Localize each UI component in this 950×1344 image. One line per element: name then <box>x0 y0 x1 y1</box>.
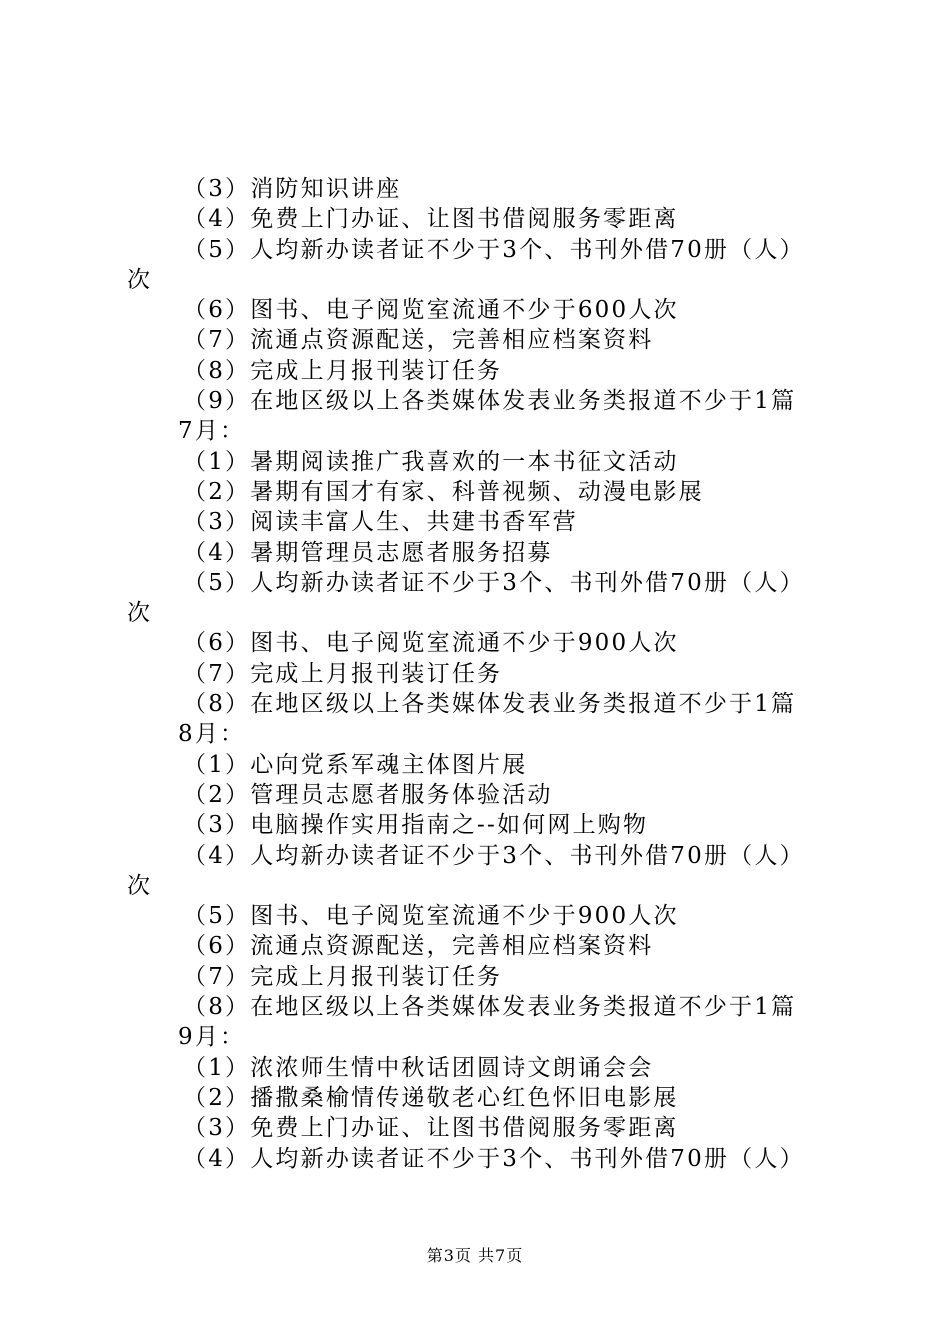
list-item: （3）消防知识讲座 <box>183 176 402 202</box>
month-heading: 7月： <box>178 418 246 445</box>
month-heading: 8月： <box>178 721 246 748</box>
list-item: （2）播撒桑榆情传递敬老心红色怀旧电影展 <box>183 1084 679 1111</box>
list-item: （5）人均新办读者证不少于3个、书刊外借70册（人） <box>183 569 805 596</box>
list-item: （4）人均新办读者证不少于3个、书刊外借70册（人） <box>183 842 805 869</box>
list-item: （6）图书、电子阅览室流通不少于900人次 <box>183 630 679 657</box>
list-item: （6）流通点资源配送，完善相应档案资料 <box>183 933 654 960</box>
list-item: （4）免费上门办证、让图书借阅服务零距离 <box>183 206 679 233</box>
list-item: （5）图书、电子阅览室流通不少于900人次 <box>183 903 679 930</box>
document-body <box>0 174 950 1174</box>
list-item: （8）在地区级以上各类媒体发表业务类报道不少于1篇 <box>183 691 797 718</box>
list-item: （2）管理员志愿者服务体验活动 <box>183 781 553 808</box>
list-item: （7）完成上月报刊装订任务 <box>183 660 503 687</box>
month-heading: 9月： <box>178 1024 246 1051</box>
list-item: （8）在地区级以上各类媒体发表业务类报道不少于1篇 <box>183 994 797 1021</box>
list-item: （5）人均新办读者证不少于3个、书刊外借70册（人） <box>183 236 805 263</box>
list-item: （7）完成上月报刊装订任务 <box>183 963 503 990</box>
list-item: （3）电脑操作实用指南之--如何网上购物 <box>183 812 649 839</box>
list-item: （8）完成上月报刊装订任务 <box>183 357 503 384</box>
list-item: （1）暑期阅读推广我喜欢的一本书征文活动 <box>183 448 679 475</box>
text-continuation: 次 <box>127 266 153 293</box>
list-item: （3）免费上门办证、让图书借阅服务零距离 <box>183 1115 679 1142</box>
list-item: （1）心向党系军魂主体图片展 <box>183 751 528 778</box>
page-footer: 第3页 共7页 <box>426 1246 524 1265</box>
list-item: （9）在地区级以上各类媒体发表业务类报道不少于1篇 <box>183 388 797 415</box>
list-item: （4）人均新办读者证不少于3个、书刊外借70册（人） <box>183 1145 805 1172</box>
list-item: （7）流通点资源配送，完善相应档案资料 <box>183 327 654 354</box>
list-item: （6）图书、电子阅览室流通不少于600人次 <box>183 297 679 324</box>
list-item: （2）暑期有国才有家、科普视频、动漫电影展 <box>183 478 704 505</box>
text-continuation: 次 <box>127 600 153 627</box>
text-continuation: 次 <box>127 872 153 899</box>
list-item: （4）暑期管理员志愿者服务招募 <box>183 539 553 566</box>
list-item: （3）阅读丰富人生、共建书香军营 <box>183 509 578 536</box>
list-item: （1）浓浓师生情中秋话团圆诗文朗诵会会 <box>183 1054 654 1081</box>
